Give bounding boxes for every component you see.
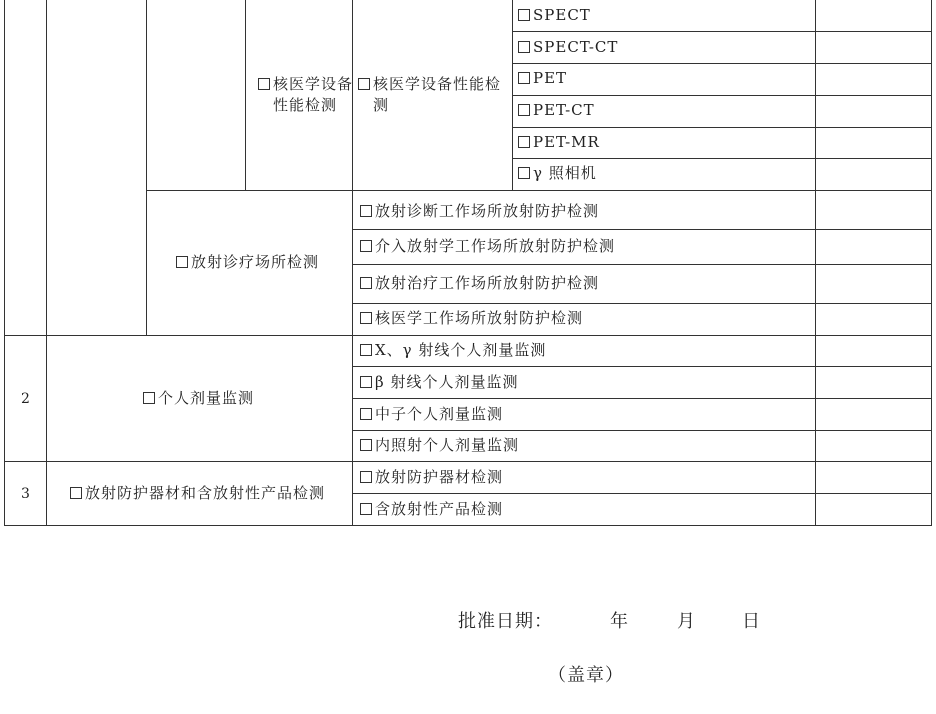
item-checkbox-x-gamma-dose[interactable] (360, 340, 546, 361)
table-border-right (931, 0, 932, 525)
checkbox-icon[interactable] (518, 136, 530, 148)
table-row-line (512, 63, 932, 64)
table-row-line (352, 229, 932, 230)
subcategory-label: 核医学设备性能检测 (373, 75, 502, 114)
table-row-line (512, 31, 932, 32)
table-row-line (352, 264, 932, 265)
item-label: γ 照相机 (533, 164, 597, 182)
table-row-line (512, 127, 932, 128)
table-col-divider (46, 0, 47, 525)
checkbox-icon[interactable] (360, 376, 372, 388)
subcategory-checkbox-nuclear-equipment[interactable] (358, 74, 513, 116)
checkbox-icon[interactable] (360, 439, 372, 451)
row-number: 2 (21, 391, 30, 407)
seal-label: （盖章） (548, 665, 624, 686)
table-col-divider (815, 0, 816, 525)
table-col-divider (146, 0, 147, 335)
table-row-line (352, 493, 932, 494)
item-checkbox-pet-ct[interactable] (518, 100, 595, 121)
table-row-line (146, 190, 932, 191)
table-row-line (512, 95, 932, 96)
item-label: PET (533, 69, 568, 87)
item-label: 内照射个人剂量监测 (375, 436, 520, 454)
category-checkbox-sites[interactable] (176, 252, 319, 273)
category-label: 放射防护器材和含放射性产品检测 (85, 484, 326, 502)
checkbox-icon[interactable] (360, 503, 372, 515)
item-checkbox-internal-dose[interactable] (360, 435, 519, 456)
item-label: 放射治疗工作场所放射防护检测 (375, 274, 600, 292)
item-label: 中子个人剂量监测 (375, 405, 504, 423)
checkbox-icon[interactable] (358, 78, 370, 90)
row-number: 3 (21, 486, 30, 502)
checkbox-icon[interactable] (360, 408, 372, 420)
table-row-line (352, 398, 932, 399)
table-row-line (352, 366, 932, 367)
table-border-bottom (4, 525, 932, 526)
checkbox-icon[interactable] (360, 277, 372, 289)
item-label: β 射线个人剂量监测 (375, 373, 519, 391)
item-checkbox-diagnosis-site[interactable] (360, 201, 599, 222)
checkbox-icon[interactable] (518, 104, 530, 116)
table-col-divider (245, 0, 246, 190)
item-label: 放射防护器材检测 (375, 468, 504, 486)
item-checkbox-interventional-site[interactable] (360, 236, 615, 257)
checkbox-icon[interactable] (518, 41, 530, 53)
checkbox-icon[interactable] (143, 392, 155, 404)
item-label: SPECT (533, 6, 591, 24)
item-label: 含放射性产品检测 (375, 500, 504, 518)
checkbox-icon[interactable] (360, 312, 372, 324)
checkbox-icon[interactable] (70, 487, 82, 499)
category-checkbox-products[interactable] (70, 483, 325, 504)
item-checkbox-gamma-camera[interactable] (518, 163, 597, 184)
item-checkbox-therapy-site[interactable] (360, 273, 599, 294)
item-label: X、γ 射线个人剂量监测 (375, 341, 547, 359)
checkbox-icon[interactable] (176, 256, 188, 268)
item-checkbox-spect[interactable] (518, 5, 591, 26)
item-label: SPECT-CT (533, 38, 619, 56)
item-checkbox-pet-mr[interactable] (518, 132, 600, 153)
table-border-left (4, 0, 5, 525)
table-row-line (4, 335, 932, 336)
item-label: 介入放射学工作场所放射防护检测 (375, 237, 616, 255)
category-label: 放射诊疗场所检测 (191, 253, 320, 271)
table-row-line (512, 158, 932, 159)
checkbox-icon[interactable] (360, 471, 372, 483)
table-row-line (352, 303, 932, 304)
category-label: 核医学设备性能检测 (273, 75, 354, 114)
approval-year: 年 (610, 611, 629, 632)
checkbox-icon[interactable] (360, 344, 372, 356)
approval-day: 日 (742, 611, 761, 632)
item-checkbox-neutron-dose[interactable] (360, 404, 503, 425)
item-label: PET-MR (533, 133, 600, 151)
approval-date-label: 批准日期： (458, 611, 553, 632)
item-checkbox-beta-dose[interactable] (360, 372, 518, 393)
category-checkbox-nuclear-equipment[interactable] (258, 74, 357, 116)
checkbox-icon[interactable] (360, 240, 372, 252)
item-checkbox-spect-ct[interactable] (518, 37, 618, 58)
category-checkbox-dose[interactable] (143, 388, 254, 409)
checkbox-icon[interactable] (360, 205, 372, 217)
item-label: 放射诊断工作场所放射防护检测 (375, 202, 600, 220)
table-row-line (352, 430, 932, 431)
checkbox-icon[interactable] (518, 72, 530, 84)
item-checkbox-pet[interactable] (518, 68, 567, 89)
checkbox-icon[interactable] (258, 78, 270, 90)
item-label: PET-CT (533, 101, 595, 119)
item-checkbox-nuclear-site[interactable] (360, 308, 583, 329)
checkbox-icon[interactable] (518, 167, 530, 179)
item-checkbox-radioactive-products[interactable] (360, 499, 503, 520)
item-label: 核医学工作场所放射防护检测 (375, 309, 584, 327)
checkbox-icon[interactable] (518, 9, 530, 21)
category-label: 个人剂量监测 (158, 389, 255, 407)
item-checkbox-protective-equipment[interactable] (360, 467, 503, 488)
approval-month: 月 (677, 611, 696, 632)
table-row-line (4, 461, 932, 462)
